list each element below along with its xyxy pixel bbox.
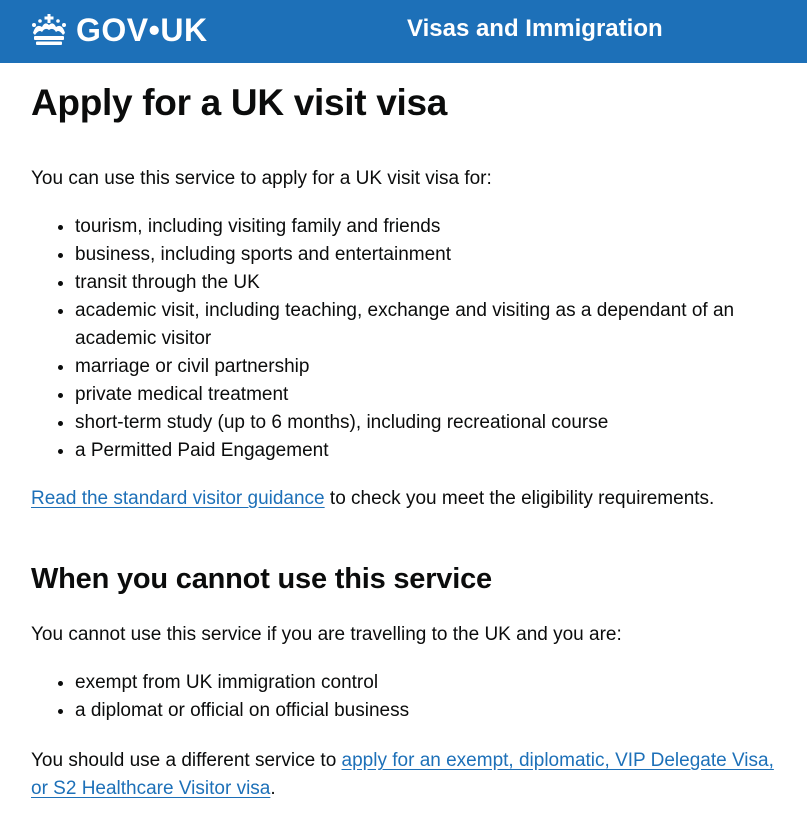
standard-visitor-guidance-link[interactable]: Read the standard visitor guidance [31,488,325,509]
list-item: • academic visit, including teaching, exchange and visiting as a dependant of an academic visitor [75,297,791,353]
intro-paragraph: You can use this service to apply for a UK visit visa for: [31,168,492,189]
service-name-link[interactable]: Visas and Immigration [407,15,663,42]
govuk-logotype: GOV•UK [76,12,208,48]
gov-header [0,0,807,63]
list-item: • a Permitted Paid Engagement [75,437,791,465]
list-item: • exempt from UK immigration control [75,669,791,697]
cannot-use-list [31,669,791,725]
page-title: Apply for a UK visit visa [31,82,448,123]
list-item: • private medical treatment [75,381,791,409]
main-content [31,63,791,803]
list-item: • a diplomat or official on official business [75,697,791,725]
list-item: • transit through the UK [75,269,791,297]
list-item: • tourism, including visiting family and friends [75,213,791,241]
govuk-logo-link[interactable] [30,8,208,52]
list-item: • business, including sports and entertainment [75,241,791,269]
different-service-paragraph [31,747,791,803]
visit-purposes-list [31,213,791,465]
exempt-diplomatic-visa-link[interactable]: apply for an exempt, diplomatic, VIP Delegate Visa, or S2 Healthcare Visitor visa [31,750,774,799]
cannot-use-heading: When you cannot use this service [31,563,492,595]
guidance-paragraph [31,485,791,513]
list-item: • short-term study (up to 6 months), including recreational course [75,409,791,437]
cannot-use-intro: You cannot use this service if you are travelling to the UK and you are: [31,624,622,645]
list-item: • marriage or civil partnership [75,353,791,381]
different-service-prefix: You should use a different service to [31,750,342,771]
different-service-suffix: . [270,778,276,799]
guidance-suffix: to check you meet the eligibility requirements. [324,488,715,509]
crown-icon [30,13,68,47]
